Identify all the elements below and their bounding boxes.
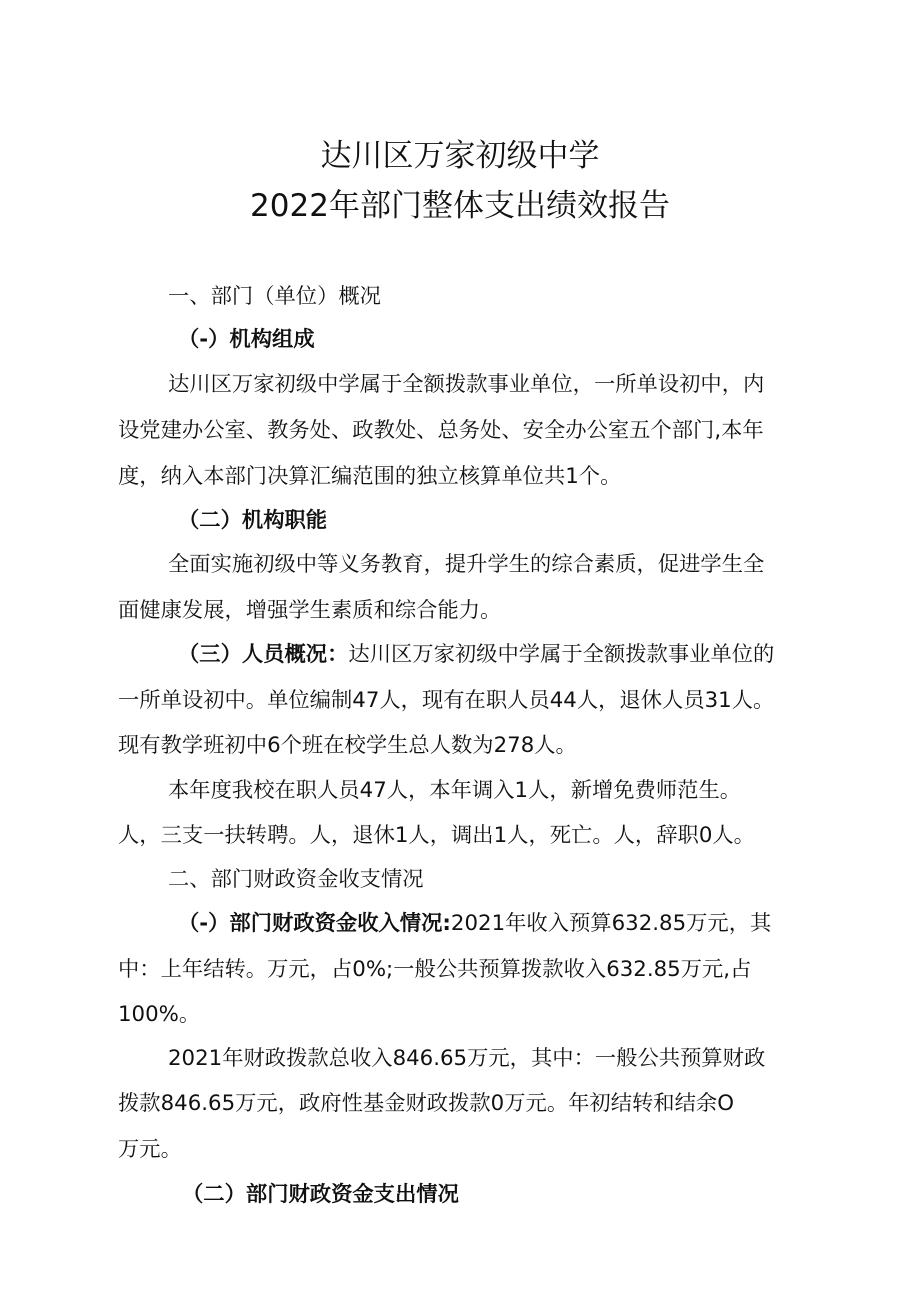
- paragraph-line-income: [178, 909, 878, 939]
- subsection-heading-income: （-）部门财政资金收入情况:: [178, 911, 451, 936]
- paragraph-line: 人，三支一扶转聘。人，退休1人，调出1人，死亡。人，辞职0人。: [118, 823, 755, 848]
- paragraph-line: 中：上年结转。万元，占0%;一般公共预算拨款收入632.85万元,占: [118, 957, 752, 982]
- subsection-heading-personnel: （三）人员概况：: [178, 642, 349, 667]
- paragraph-line: 度，纳入本部门决算汇编范围的独立核算单位共1个。: [118, 464, 622, 489]
- section-heading-2: 二、部门财政资金收支情况: [168, 867, 424, 892]
- paragraph-line: 全面实施初级中等义务教育，提升学生的综合素质，促进学生全: [168, 552, 765, 577]
- paragraph-line: 设党建办公室、教务处、政教处、总务处、安全办公室五个部门,本年: [118, 418, 764, 443]
- paragraph-line: 现有教学班初中6个班在校学生总人数为278人。: [118, 733, 577, 758]
- paragraph-line: 本年度我校在职人员47人，本年调入1人，新增免费师范生。: [168, 778, 742, 803]
- paragraph-line: 2021年财政拨款总收入846.65万元，其中：一般公共预算财政: [168, 1046, 766, 1071]
- paragraph-line: 达川区万家初级中学属于全额拨款事业单位，一所单设初中，内: [168, 372, 765, 397]
- paragraph-line: 拨款846.65万元，政府性基金财政拨款0万元。年初结转和结余O: [118, 1091, 734, 1116]
- paragraph-line-personnel: [178, 640, 878, 670]
- subsection-heading-functions: （二）机构职能: [178, 508, 328, 533]
- paragraph-line: 面健康发展，增强学生素质和综合能力。: [118, 598, 502, 623]
- paragraph-line: 一所单设初中。单位编制47人，现有在职人员44人，退休人员31人。: [118, 688, 775, 713]
- document-title-line2: 2022年部门整体支出绩效报告: [250, 188, 670, 224]
- paragraph-line: 万元。: [118, 1137, 182, 1162]
- document-title-line1: 达川区万家初级中学: [320, 138, 600, 174]
- section-heading-1: 一、部门（单位）概况: [168, 284, 381, 309]
- paragraph-text: 达川区万家初级中学属于全额拨款事业单位的: [348, 642, 775, 667]
- paragraph-line: 100%。: [118, 1002, 201, 1027]
- subsection-heading-structure: （-）机构组成: [178, 327, 315, 352]
- paragraph-text: 2021年收入预算632.85万元，其: [450, 911, 772, 936]
- subsection-heading-expenditure: （二）部门财政资金支出情况: [182, 1182, 459, 1207]
